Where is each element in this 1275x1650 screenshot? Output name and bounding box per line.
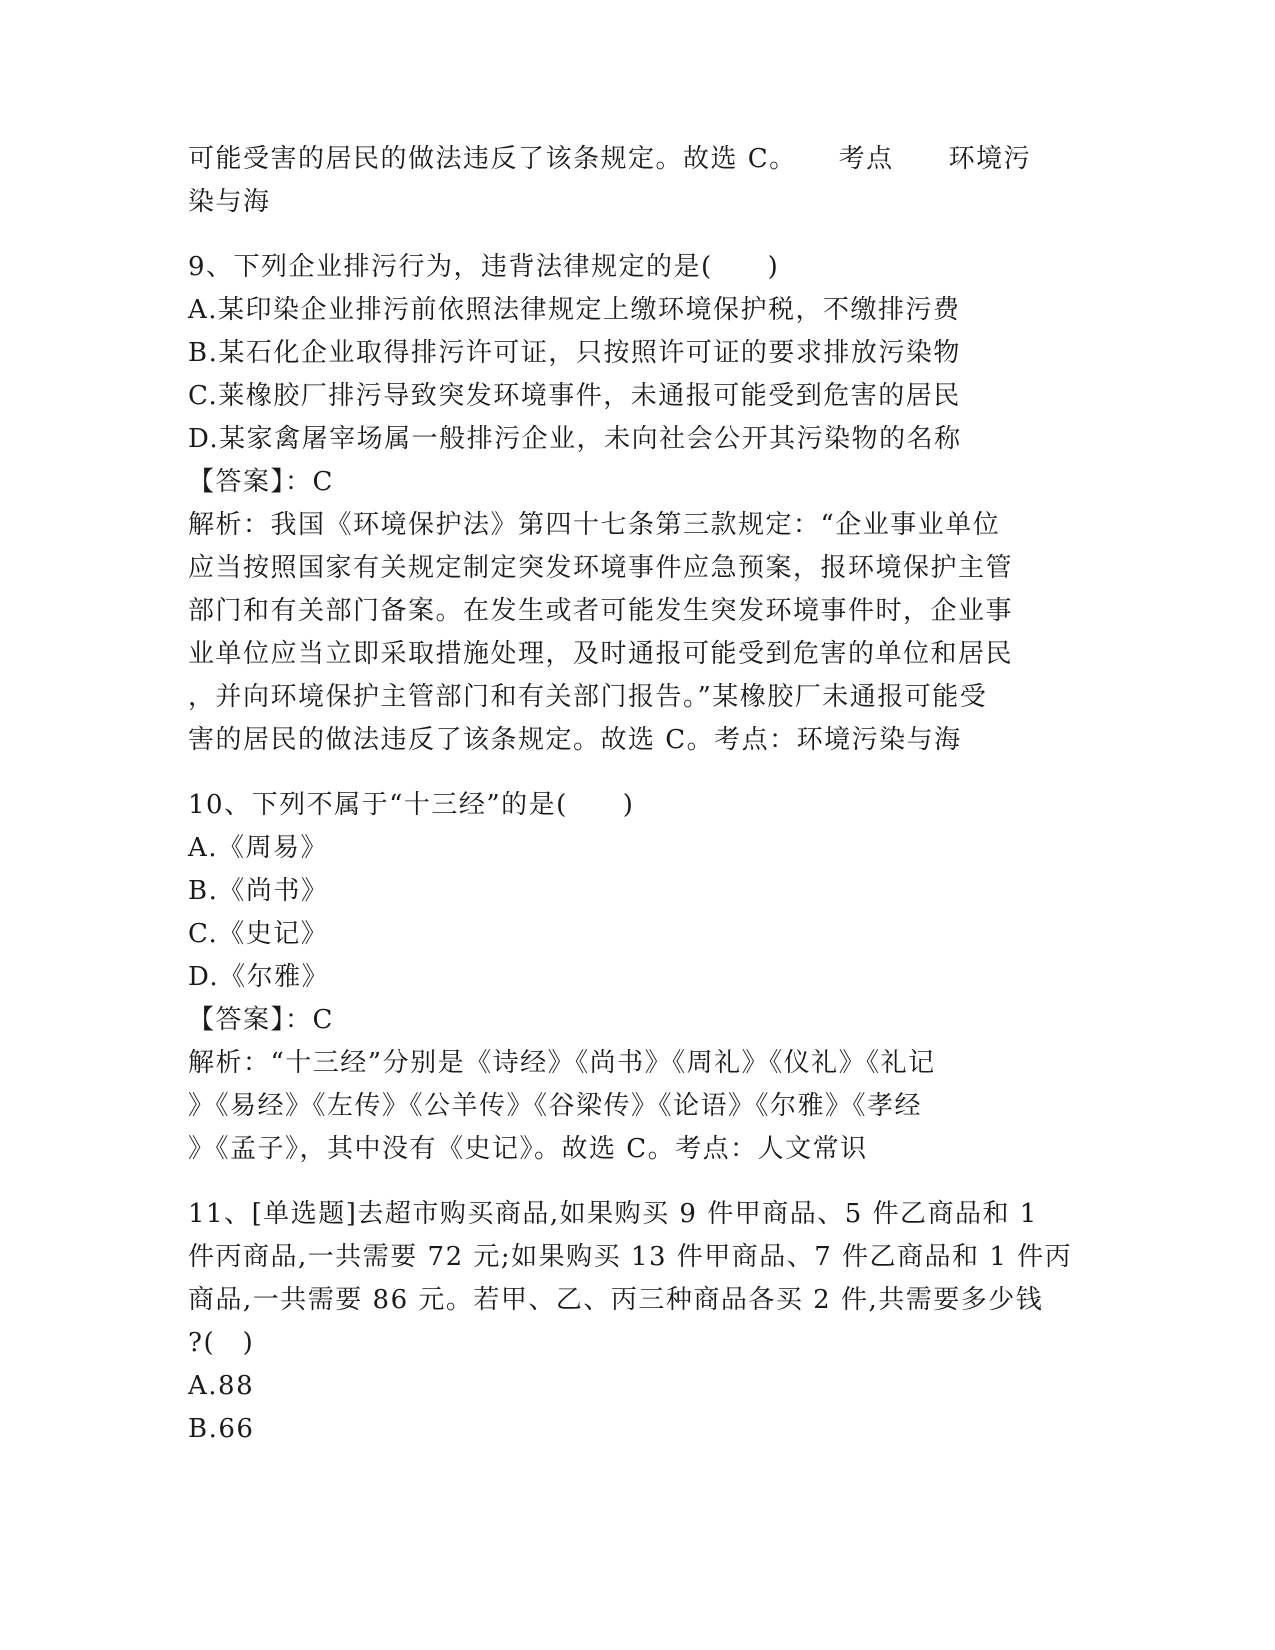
question-title-line: 11、[单选题]去超市购买商品,如果购买 9 件甲商品、5 件乙商品和 1 [188, 1199, 1038, 1229]
option-b: B.66 [188, 1414, 255, 1444]
option-c: C.《史记》 [188, 919, 329, 949]
question-title-line: ?( ) [188, 1328, 255, 1358]
question-title: 10、下列不属于“十三经”的是( ) [188, 790, 635, 820]
analysis-line: 解析：“十三经”分别是《诗经》《尚书》《周礼》《仪礼》《礼记 [188, 1048, 936, 1078]
previous-analysis-continuation [188, 138, 1088, 224]
option-a: A.某印染企业排污前依照法律规定上缴环境保护税，不缴排污费 [188, 295, 961, 325]
analysis-line: 害的居民的做法违反了该条规定。故选 C。考点：环境污染与海 [188, 725, 962, 755]
question-11 [188, 1193, 1088, 1451]
paragraph-gap [188, 224, 1088, 246]
analysis-line: 应当按照国家有关规定制定突发环境事件应急预案，报环境保护主管 [188, 553, 1014, 583]
option-a: A.《周易》 [188, 833, 329, 863]
option-d: D.某家禽屠宰场属一般排污企业，未向社会公开其污染物的名称 [188, 424, 962, 454]
question-title-line: 件丙商品,一共需要 72 元;如果购买 13 件甲商品、7 件乙商品和 1 件丙 [188, 1242, 1073, 1272]
answer-label: 【答案】：C [188, 467, 334, 497]
question-title: 9、下列企业排污行为，违背法律规定的是( ) [188, 252, 780, 282]
analysis-line: 解析：我国《环境保护法》第四十七条第三款规定：“企业事业单位 [188, 510, 1001, 540]
paragraph-gap [188, 762, 1088, 784]
document-page [188, 138, 1088, 1451]
option-a: A.88 [188, 1371, 255, 1401]
answer-label: 【答案】：C [188, 1005, 334, 1035]
analysis-line: 》《孟子》，其中没有《史记》。故选 C。考点：人文常识 [188, 1134, 868, 1164]
paragraph-gap [188, 1171, 1088, 1193]
analysis-line: 部门和有关部门备案。在发生或者可能发生突发环境事件时，企业事 [188, 596, 1014, 626]
analysis-line: ，并向环境保护主管部门和有关部门报告。”某橡胶厂未通报可能受 [188, 682, 988, 712]
question-title-line: 商品,一共需要 86 元。若甲、乙、丙三种商品各买 2 件,共需要多少钱 [188, 1285, 1044, 1315]
question-10 [188, 784, 1088, 1171]
option-c: C.莱橡胶厂排污导致突发环境事件，未通报可能受到危害的居民 [188, 381, 961, 411]
option-b: B.《尚书》 [188, 876, 329, 906]
analysis-line: 业单位应当立即采取措施处理，及时通报可能受到危害的单位和居民 [188, 639, 1014, 669]
analysis-line: 》《易经》《左传》《公羊传》《谷梁传》《论语》《尔雅》《孝经 [188, 1091, 923, 1121]
text-line: 染与海 [188, 187, 271, 217]
option-b: B.某石化企业取得排污许可证，只按照许可证的要求排放污染物 [188, 338, 961, 368]
question-9 [188, 246, 1088, 762]
text-line: 可能受害的居民的做法违反了该条规定。故选 C。 考点 环境污 [188, 144, 1032, 174]
option-d: D.《尔雅》 [188, 962, 330, 992]
